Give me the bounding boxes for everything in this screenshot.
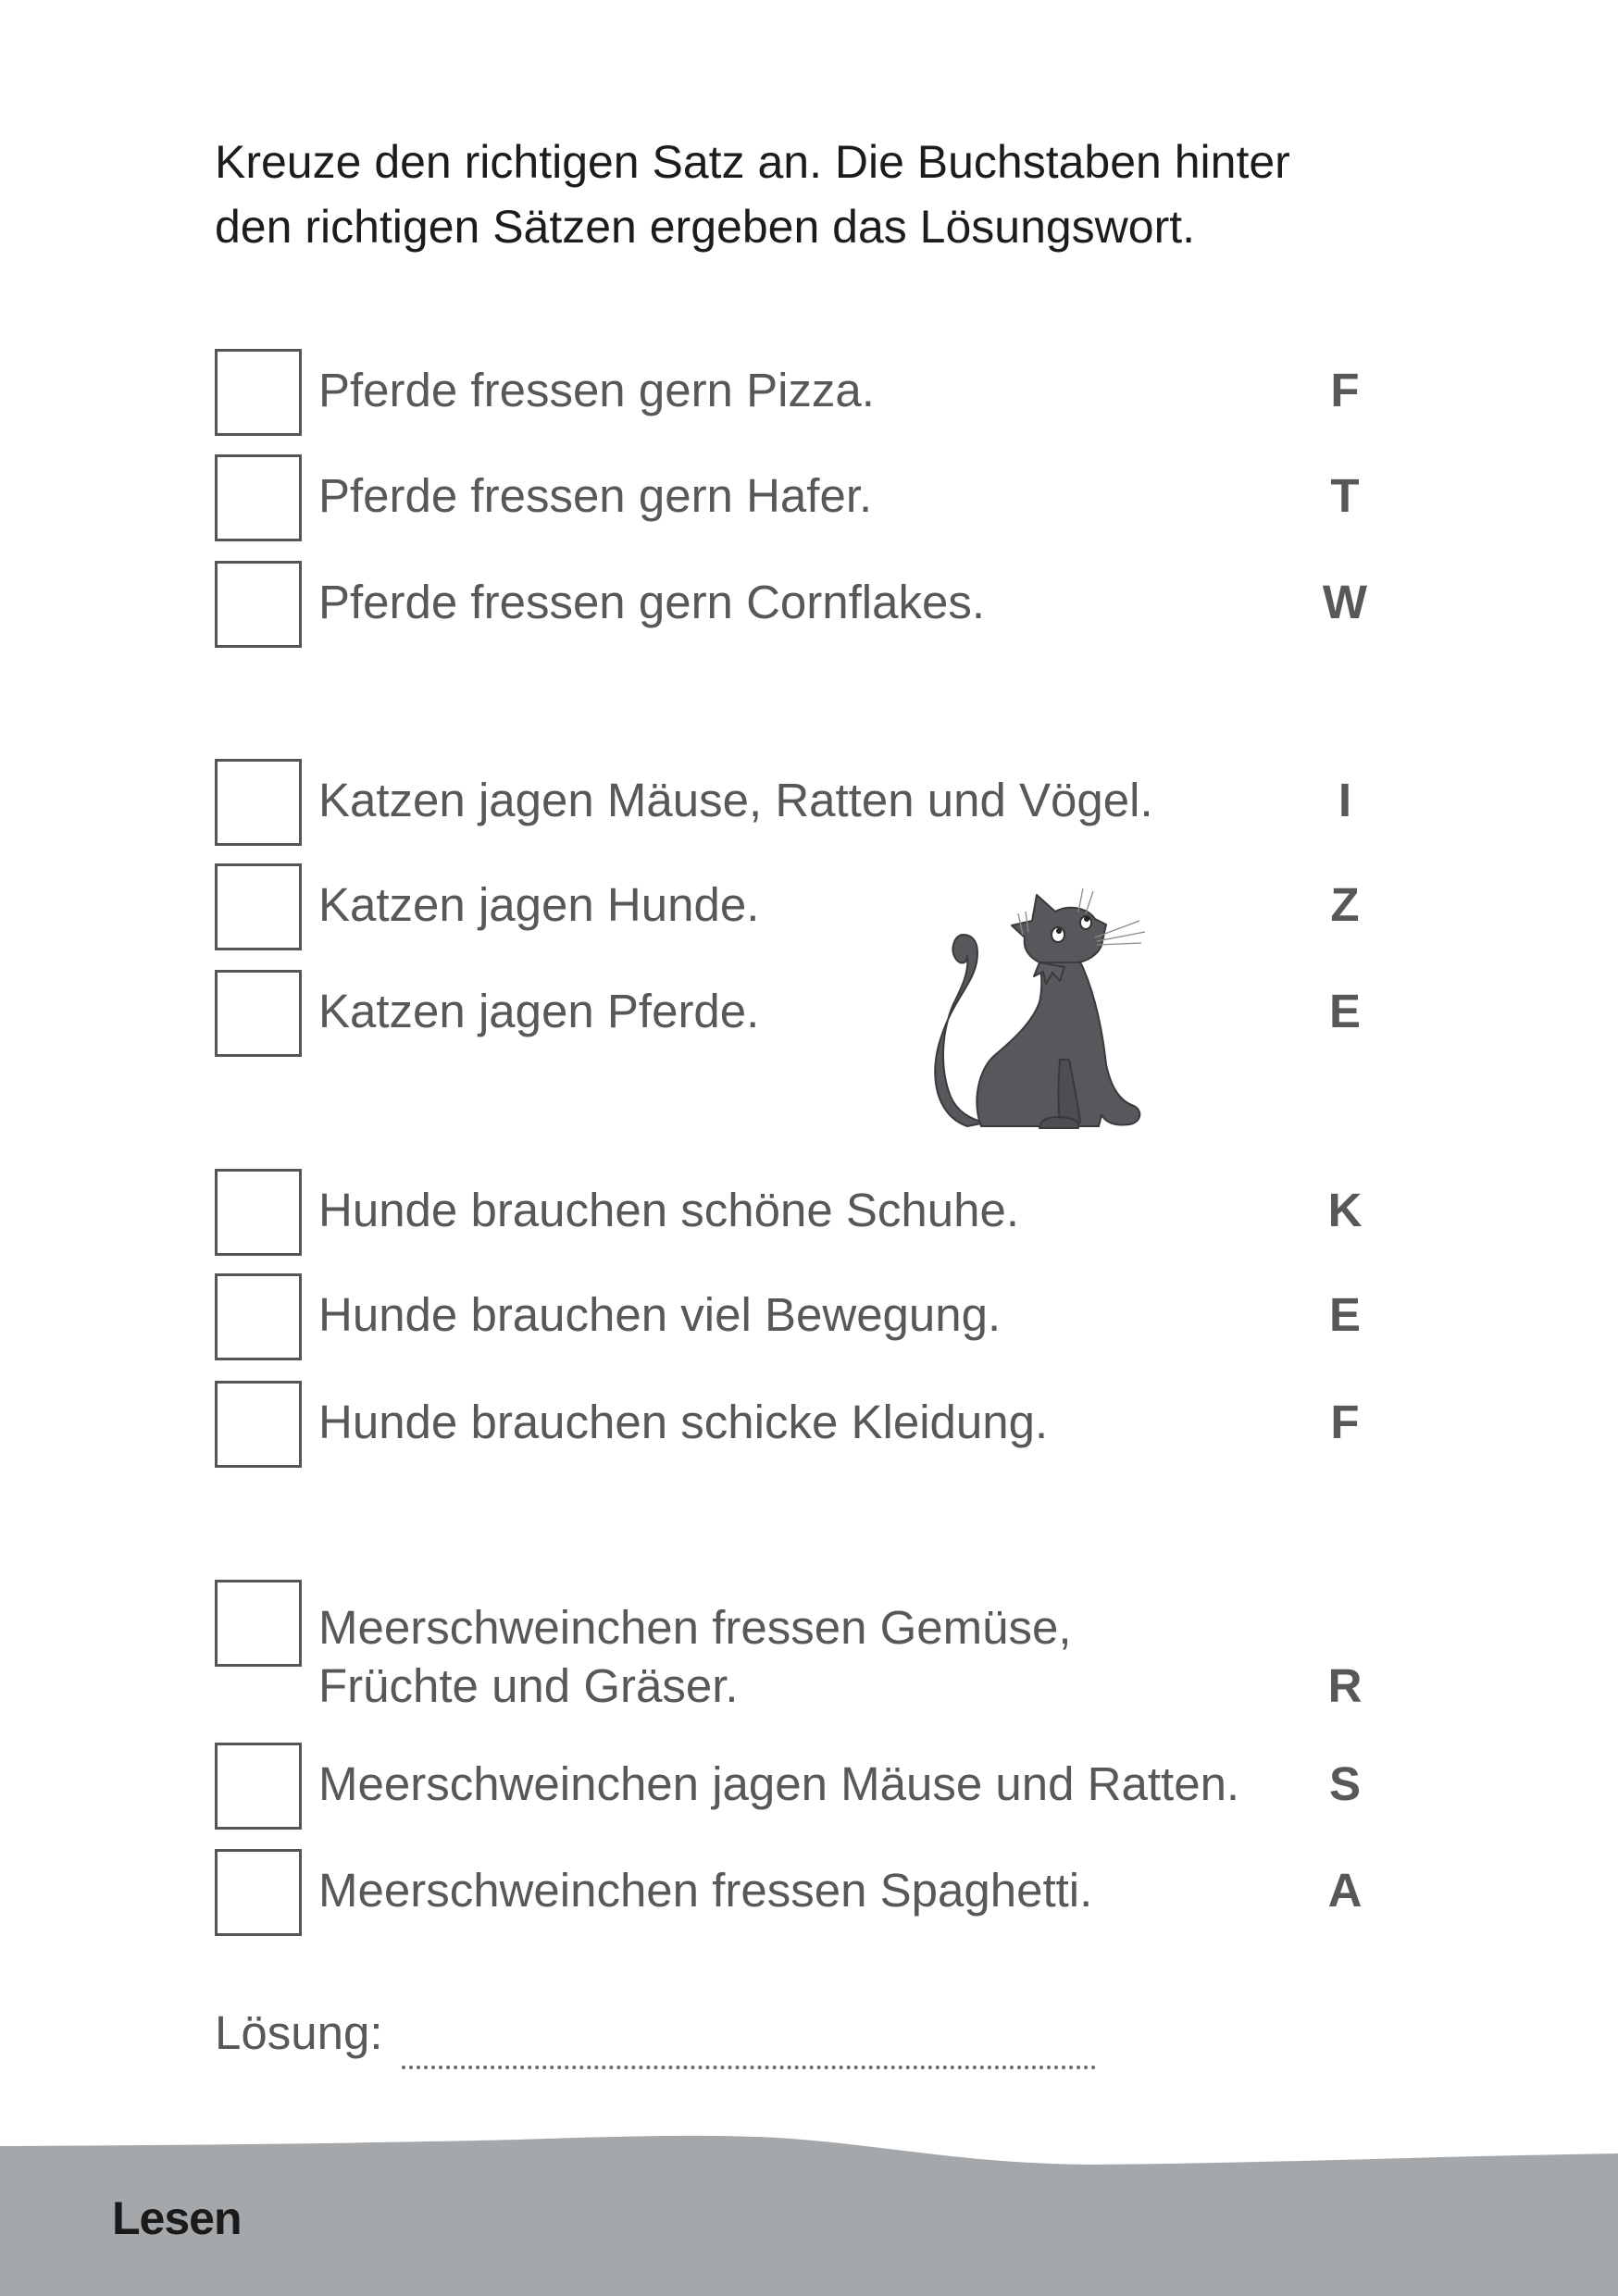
answer-checkbox[interactable] — [215, 1273, 302, 1360]
cat-illustration-icon — [930, 884, 1149, 1134]
sentence-text: Pferde fressen gern Cornflakes. — [318, 576, 986, 628]
answer-checkbox[interactable] — [215, 1849, 302, 1936]
sentence-text: Meerschweinchen fressen Spaghetti. — [318, 1864, 1093, 1917]
list-item — [0, 1169, 1618, 1258]
answer-checkbox[interactable] — [215, 1169, 302, 1256]
list-item — [0, 1849, 1618, 1938]
instructions — [215, 130, 1418, 259]
sentence-text: Hunde brauchen schöne Schuhe. — [318, 1184, 1020, 1236]
solution-letter: K — [1327, 1184, 1363, 1236]
answer-checkbox[interactable] — [215, 759, 302, 846]
list-item — [0, 561, 1618, 650]
sentence-line-1: Meerschweinchen fressen Gemüse, — [318, 1601, 1072, 1654]
instructions-line-1: Kreuze den richtigen Satz an. Die Buchstaben hinter — [215, 136, 1290, 188]
list-item — [0, 1580, 1618, 1719]
answer-checkbox[interactable] — [215, 863, 302, 950]
solution-letter: E — [1328, 1288, 1362, 1341]
list-item — [0, 1743, 1618, 1831]
list-item — [0, 349, 1618, 438]
answer-checkbox[interactable] — [215, 1580, 302, 1667]
list-item — [0, 1273, 1618, 1362]
solution-letter: E — [1328, 985, 1362, 1037]
solution-letter: A — [1327, 1864, 1363, 1917]
answer-checkbox[interactable] — [215, 561, 302, 648]
instructions-line-2: den richtigen Sätzen ergeben das Lösungswort. — [215, 201, 1196, 253]
list-item — [0, 759, 1618, 848]
list-item — [0, 970, 1618, 1059]
solution-label: Lösung: — [215, 2006, 383, 2059]
solution-letter: S — [1328, 1757, 1362, 1810]
sentence-text: Katzen jagen Pferde. — [318, 985, 760, 1037]
sentence-text: Hunde brauchen viel Bewegung. — [318, 1288, 1002, 1341]
sentence-text — [318, 1598, 1072, 1715]
section-label: Lesen — [112, 2192, 242, 2244]
sentence-text: Meerschweinchen jagen Mäuse und Ratten. — [318, 1757, 1240, 1810]
wave-shape — [0, 2119, 1618, 2296]
list-item — [0, 1381, 1618, 1470]
list-item — [0, 454, 1618, 543]
sentence-text: Pferde fressen gern Hafer. — [318, 469, 873, 522]
solution-answer-line[interactable] — [402, 2066, 1096, 2069]
answer-checkbox[interactable] — [215, 454, 302, 541]
solution-letter: R — [1327, 1659, 1363, 1712]
sentence-line-2: Früchte und Gräser. — [318, 1659, 739, 1712]
footer-band — [0, 2119, 1618, 2296]
sentence-text: Pferde fressen gern Pizza. — [318, 364, 875, 416]
list-item — [0, 863, 1618, 952]
sentence-text: Hunde brauchen schicke Kleidung. — [318, 1396, 1049, 1448]
answer-checkbox[interactable] — [215, 970, 302, 1057]
solution-letter: F — [1330, 1396, 1360, 1448]
answer-checkbox[interactable] — [215, 1743, 302, 1830]
sentence-text: Katzen jagen Hunde. — [318, 878, 760, 931]
answer-checkbox[interactable] — [215, 1381, 302, 1468]
solution-letter: F — [1330, 364, 1360, 416]
answer-checkbox[interactable] — [215, 349, 302, 436]
solution-letter: W — [1322, 576, 1368, 628]
solution-letter: I — [1338, 774, 1352, 826]
solution-letter: Z — [1330, 878, 1360, 931]
solution-letter: T — [1330, 469, 1360, 522]
sentence-text: Katzen jagen Mäuse, Ratten und Vögel. — [318, 774, 1153, 826]
